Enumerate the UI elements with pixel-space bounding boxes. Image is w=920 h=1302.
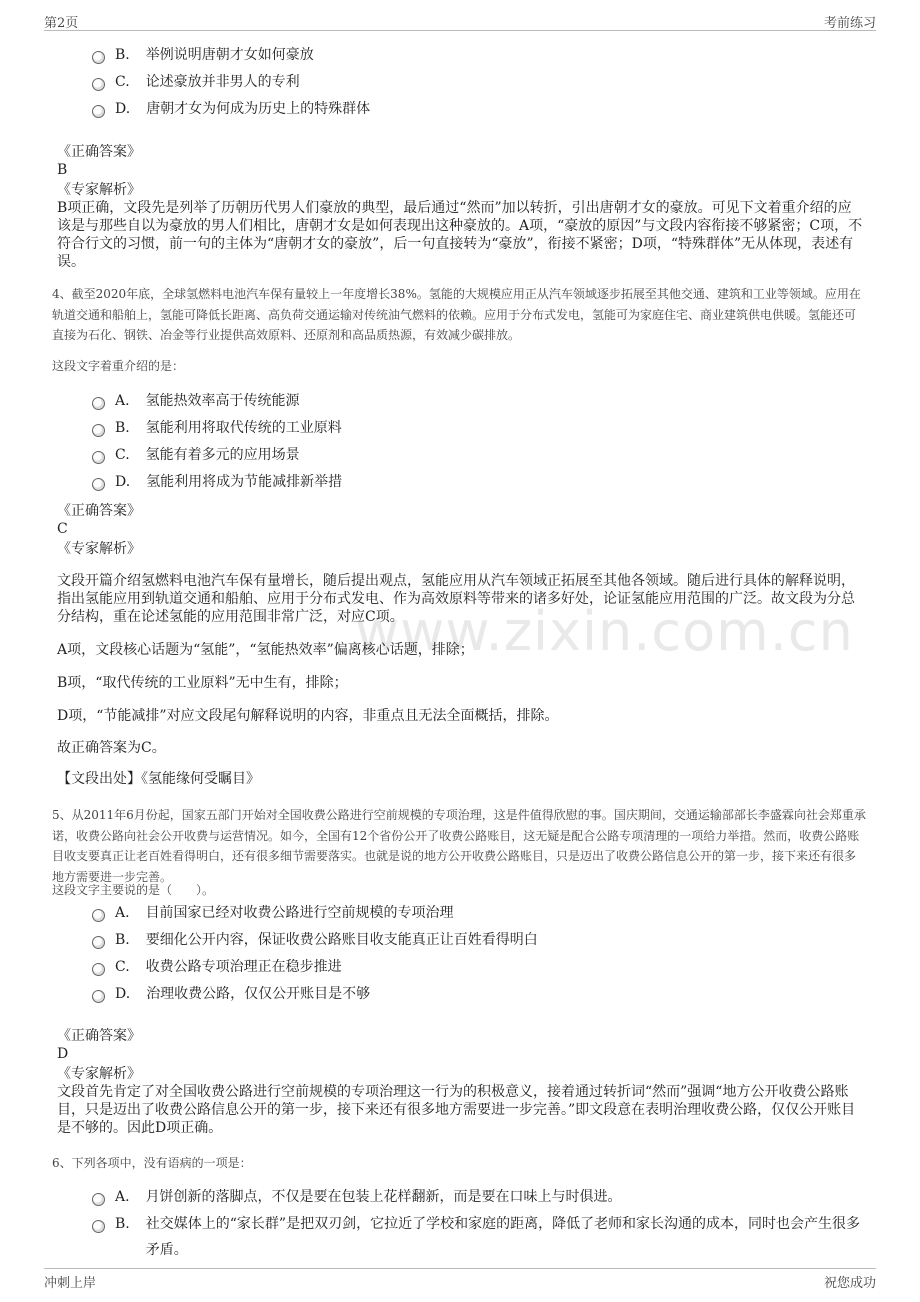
footer-left-text: 冲刺上岸: [44, 1276, 97, 1291]
source-citation: 【文段出处】《氢能缘何受瞩目》: [57, 771, 260, 787]
radio-icon[interactable]: [92, 990, 105, 1003]
question-stem: 5、从2011年6月份起，国家五部门开始对全国收费公路进行空前规模的专项治理，这是件值得欣慰的事。国庆期间，交通运输部部长李盛霖向社会郑重承诺，收费公路向社会公开收费与运营情况。如今，全国有12个省份公开了收费公路账目，这无疑是配合公路专项清理的一项给力举措。然而，收费公路账目收支要真正让老百姓看得明白，还有很多细节需要落实。也就是说的地方公开收费公路账目，只是迈出了收费公路信息公开的第一步，接下来还有很多地方需要进一步完善。: [52, 808, 866, 884]
question-prompt: 这段文字着重介绍的是：: [52, 359, 185, 373]
analysis-text: B项，“取代传统的工业原料”无中生有，排除；: [57, 675, 348, 691]
radio-icon[interactable]: [92, 451, 105, 464]
answer-value: D: [57, 1046, 69, 1062]
answer-label: 《正确答案》: [57, 503, 141, 519]
answer-label: 《正确答案》: [57, 144, 141, 160]
radio-icon[interactable]: [92, 105, 105, 118]
analysis-label: 《专家解析》: [57, 1066, 141, 1082]
analysis-text: A项，文段核心话题为“氢能”，“氢能热效率”偏离核心话题，排除；: [57, 642, 474, 658]
header-title: 考前练习: [823, 16, 876, 31]
footer-right-text: 祝您成功: [823, 1276, 876, 1291]
radio-icon[interactable]: [92, 1193, 105, 1206]
radio-icon[interactable]: [92, 397, 105, 410]
q6-option-b[interactable]: B. 社交媒体上的“家长群”是把双刃剑，它拉近了学校和家庭的距离，降低了老师和家长沟通的成本，同时也会产生很多矛盾。: [92, 1215, 872, 1263]
watermark: www.zixin.com.cn: [355, 600, 854, 663]
radio-icon[interactable]: [92, 478, 105, 491]
radio-icon[interactable]: [92, 909, 105, 922]
q5-option-c[interactable]: C. 收费公路专项治理正在稳步推进: [92, 958, 872, 980]
analysis-label: 《专家解析》: [57, 182, 141, 198]
q4-option-c[interactable]: C. 氢能有着多元的应用场景: [92, 446, 872, 468]
analysis-text: B项正确，文段先是列举了历朝历代男人们豪放的典型，最后通过“然而”加以转折，引出唐朝才女的豪放。可见下文着重介绍的应该是与那些自以为豪放的男人们相比，唐朝才女是如何表现出这种豪放的。A项，“豪放的原因”与文段内容衔接不够紧密；C项，不符合行文的习惯，前一句的主体为“唐朝才女的豪放”，后一句直接转为“豪放”，衔接不紧密；D项，“特殊群体”无从体现，表述有误。: [57, 200, 863, 270]
radio-icon[interactable]: [92, 51, 105, 64]
page-footer: [44, 1268, 876, 1290]
question-prompt: 这段文字主要说的是（ ）。: [52, 883, 215, 897]
analysis-text: 文段开篇介绍氢燃料电池汽车保有量增长，随后提出观点，氢能应用从汽车领域正拓展至其他各领域。随后进行具体的解释说明，指出氢能应用到轨道交通和船舶、应用于分布式发电、作为高效原料等带来的诸多好处，论证氢能应用范围的广泛。故文段为分总分结构，重在论述氢能的应用范围非常广泛，对应C项。: [57, 573, 855, 625]
q4-option-d[interactable]: D. 氢能利用将成为节能减排新举措: [92, 473, 872, 495]
q4-option-a[interactable]: A. 氢能热效率高于传统能源: [92, 392, 872, 414]
analysis-text: 故正确答案为C。: [57, 740, 166, 756]
answer-value: B: [57, 162, 68, 178]
q5-option-a[interactable]: A. 目前国家已经对收费公路进行空前规模的专项治理: [92, 904, 872, 926]
radio-icon[interactable]: [92, 78, 105, 91]
question-stem: 4、截至2020年底，全球氢燃料电池汽车保有量较上一年度增长38%。氢能的大规模应用正从汽车领域逐步拓展至其他交通、建筑和工业等领域。应用在轨道交通和船舶上，氢能可降低长距离、高负荷交通运输对传统油气燃料的依赖。应用于分布式发电，氢能可为家庭住宅、商业建筑供电供暖。氢能还可直接为石化、钢铁、冶金等行业提供高效原料、还原剂和高品质热源，有效减少碳排放。: [52, 287, 861, 342]
page-header: [44, 12, 876, 31]
q5-option-b[interactable]: B. 要细化公开内容，保证收费公路账目收支能真正让百姓看得明白: [92, 931, 872, 953]
page-number: 第2页: [44, 16, 79, 31]
answer-value: C: [57, 521, 68, 537]
analysis-text: 文段首先肯定了对全国收费公路进行空前规模的专项治理这一行为的积极意义，接着通过转折词“然而”强调“地方公开收费公路账目，只是迈出了收费公路信息公开的第一步，接下来还有很多地方需要进一步完善。”即文段意在表明治理收费公路，仅仅公开账目是不够的。因此D项正确。: [57, 1084, 856, 1136]
question-stem: 6、下列各项中，没有语病的一项是：: [52, 1156, 252, 1170]
q3-option-c[interactable]: C. 论述豪放并非男人的专利: [92, 73, 872, 95]
radio-icon[interactable]: [92, 936, 105, 949]
answer-label: 《正确答案》: [57, 1028, 141, 1044]
q3-option-d[interactable]: D. 唐朝才女为何成为历史上的特殊群体: [92, 100, 872, 122]
analysis-label: 《专家解析》: [57, 541, 141, 557]
q3-option-b[interactable]: B. 举例说明唐朝才女如何豪放: [92, 46, 872, 68]
radio-icon[interactable]: [92, 424, 105, 437]
radio-icon[interactable]: [92, 1220, 105, 1233]
q5-option-d[interactable]: D. 治理收费公路，仅仅公开账目是不够: [92, 985, 872, 1007]
q6-option-a[interactable]: A. 月饼创新的落脚点，不仅是要在包装上花样翻新，而是要在口味上与时俱进。: [92, 1188, 872, 1210]
radio-icon[interactable]: [92, 963, 105, 976]
q4-option-b[interactable]: B. 氢能利用将取代传统的工业原料: [92, 419, 872, 441]
analysis-text: D项，“节能减排”对应文段尾句解释说明的内容，非重点且无法全面概括，排除。: [57, 708, 559, 724]
